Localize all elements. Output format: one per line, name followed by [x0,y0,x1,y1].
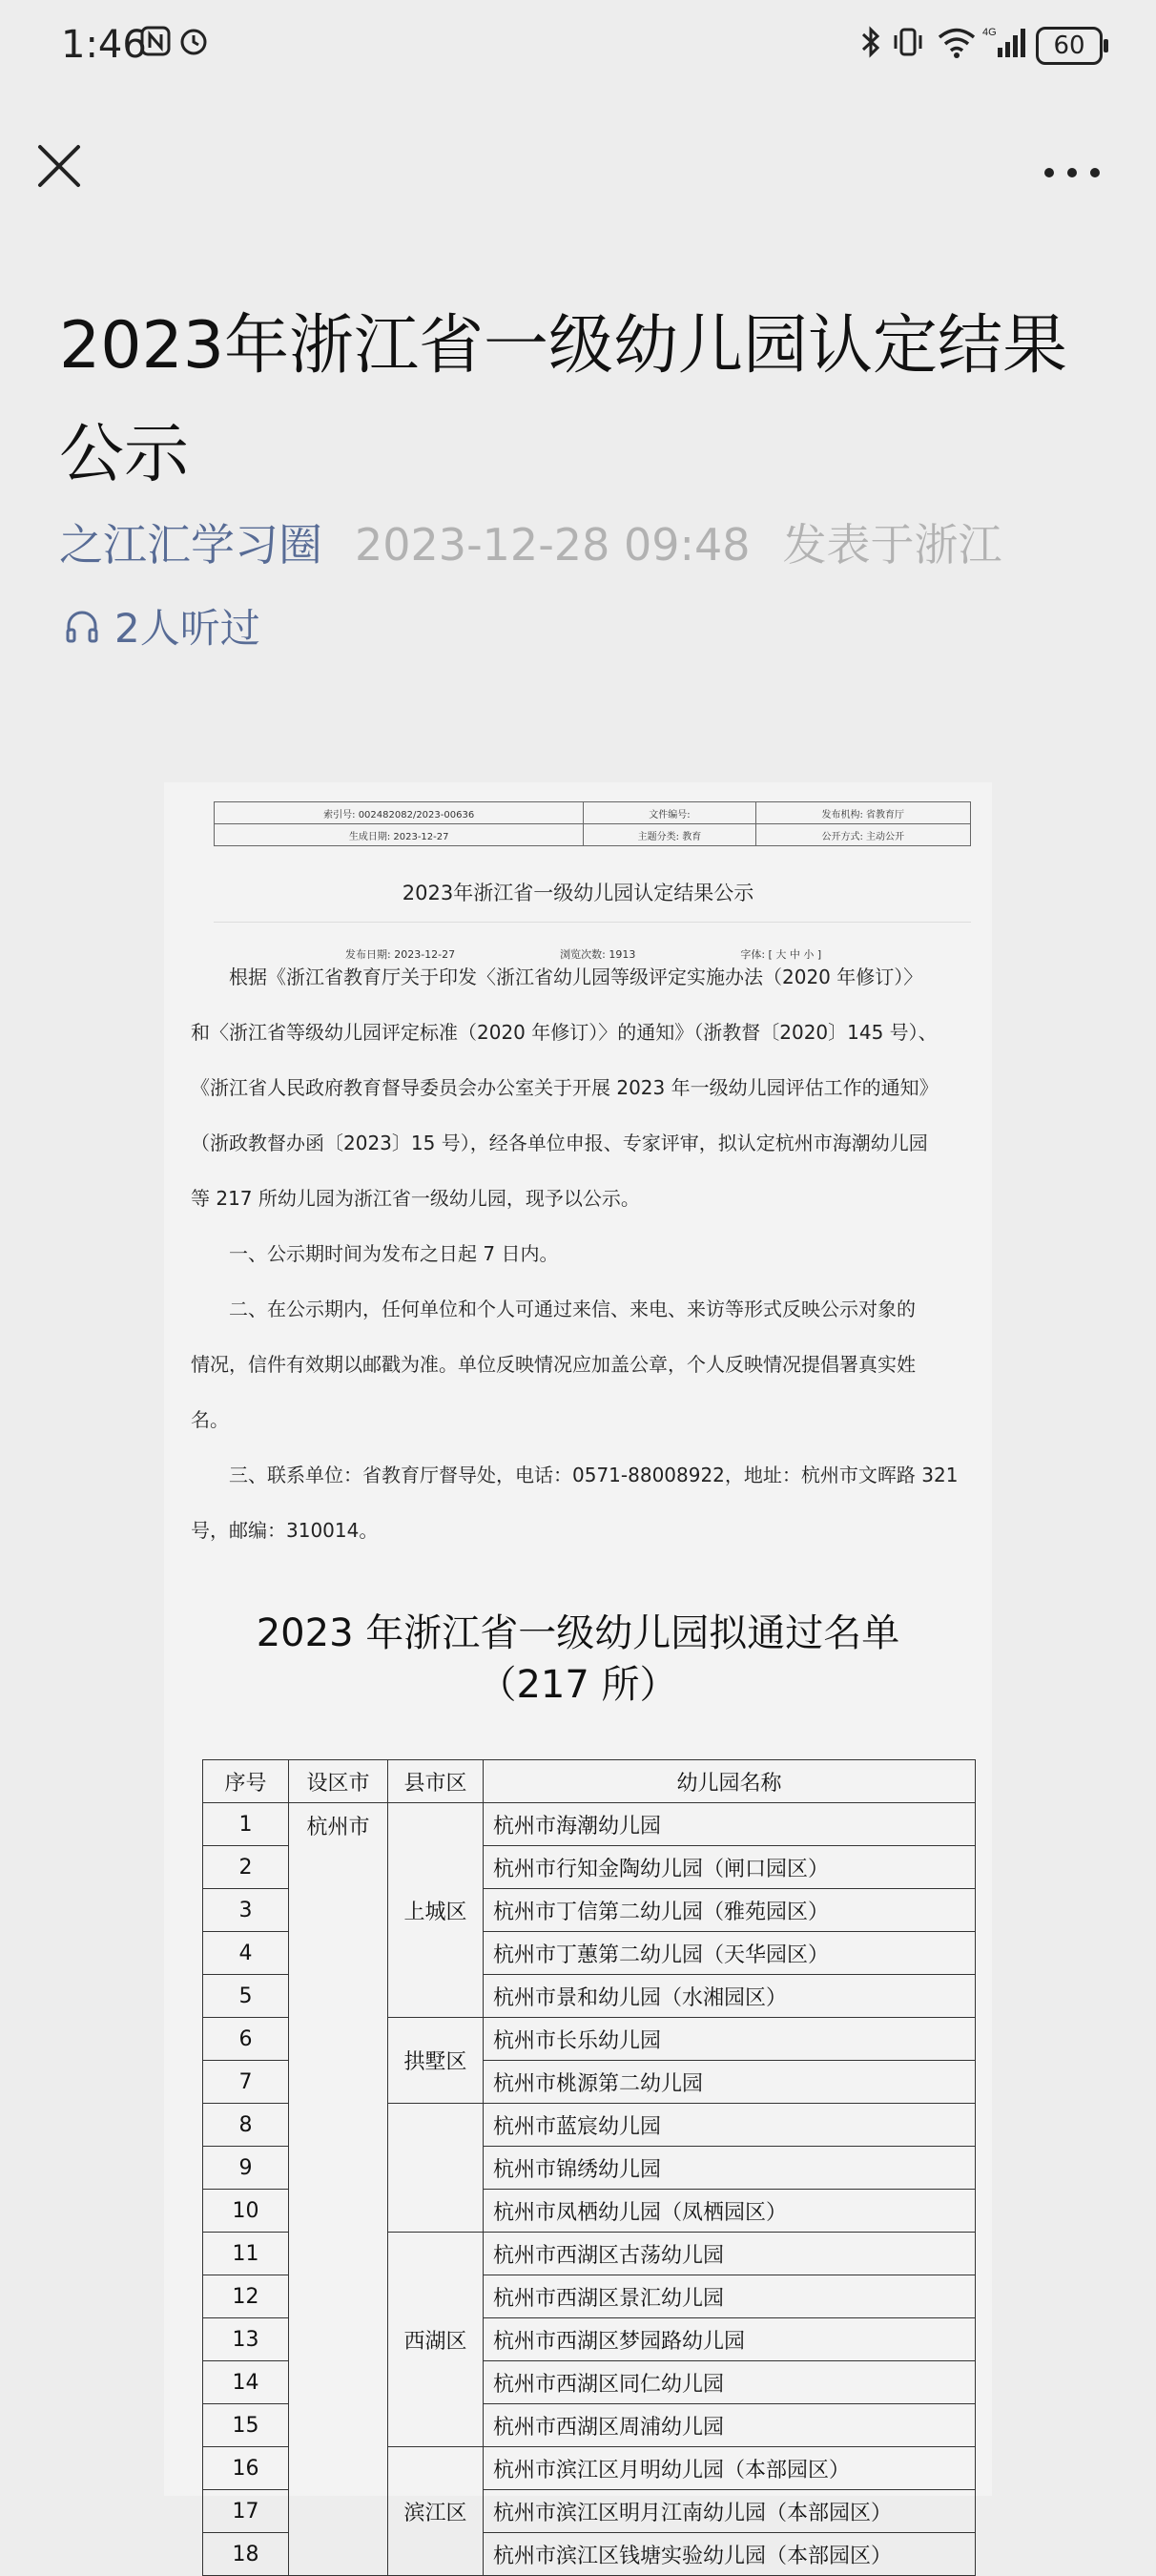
clock: 1:46 [61,23,147,67]
vibrate-icon [891,25,925,68]
district-cell: 上城区 [388,1803,484,2018]
kindergarten-name: 杭州市丁蕙第二幼儿园（天华园区） [484,1932,976,1975]
kindergarten-name: 杭州市锦绣幼儿园 [484,2147,976,2190]
district-cell [388,2104,484,2233]
col-header-city: 设区市 [289,1760,388,1803]
article-title-line2: 公示 [59,417,190,492]
kindergarten-name: 杭州市西湖区同仁幼儿园 [484,2361,976,2404]
row-number: 7 [203,2061,289,2104]
col-header-no: 序号 [203,1760,289,1803]
row-number: 17 [203,2490,289,2533]
row-number: 6 [203,2018,289,2061]
row-number: 11 [203,2233,289,2275]
doc-paragraph-line: 号，邮编：310014。 [191,1519,379,1542]
col-header-district: 县市区 [388,1760,484,1803]
nfc-icon [139,25,172,66]
kindergarten-name: 杭州市丁信第二幼儿园（雅苑园区） [484,1889,976,1932]
table-row [203,1803,976,1846]
row-number: 15 [203,2404,289,2447]
row-number: 13 [203,2318,289,2361]
kindergarten-name: 杭州市西湖区古荡幼儿园 [484,2233,976,2275]
list-title-line1: 2023 年浙江省一级幼儿园拟通过名单 [256,1611,900,1655]
doc-paragraph-line: 《浙江省人民政府教育督导委员会办公室关于开展 2023 年一级幼儿园评估工作的通知》 [191,1076,939,1099]
status-bar [0,0,1156,95]
row-number: 12 [203,2275,289,2318]
divider [214,922,971,923]
row-number: 9 [203,2147,289,2190]
doc-paragraph-line: 等 217 所幼儿园为浙江省一级幼儿园，现予以公示。 [191,1187,640,1210]
author-link[interactable]: 之江汇学习圈 [59,519,322,571]
bluetooth-icon [858,25,883,68]
kindergarten-name: 杭州市西湖区周浦幼儿园 [484,2404,976,2447]
district-cell: 拱墅区 [388,2018,484,2104]
kindergarten-name: 杭州市蓝宸幼儿园 [484,2104,976,2147]
row-number: 3 [203,1889,289,1932]
doc-file-no: 文件编号: [584,802,755,824]
doc-paragraph-line: 三、联系单位：省教育厅督导处，电话：0571-88008922，地址：杭州市文晖路 321 [191,1464,959,1486]
document-title: 2023年浙江省一级幼儿园认定结果公示 [402,882,754,904]
kindergarten-list-table [202,1759,976,2576]
district-cell: 西湖区 [388,2233,484,2447]
signal-icon [982,25,1026,68]
doc-paragraph-line: 情况，信件有效期以邮戳为准。单位反映情况应加盖公章，个人反映情况提倡署真实姓 [191,1353,916,1376]
doc-paragraph-line: 和〈浙江省等级幼儿园评定标准（2020 年修订）〉的通知》（浙教督〔2020〕145 号）、 [191,1021,938,1044]
kindergarten-name: 杭州市行知金陶幼儿园（闸口园区） [484,1846,976,1889]
article-title [59,292,1108,509]
kindergarten-name: 杭州市长乐幼儿园 [484,2018,976,2061]
kindergarten-name: 杭州市西湖区景汇幼儿园 [484,2275,976,2318]
row-number: 18 [203,2533,289,2576]
document-image [164,782,992,2568]
row-number: 8 [203,2104,289,2147]
row-number: 16 [203,2447,289,2490]
doc-paragraph-line: 一、公示期时间为发布之日起 7 日内。 [191,1242,559,1265]
row-number: 14 [203,2361,289,2404]
doc-publish-date: 发布日期: 2023-12-27 [345,948,456,961]
row-number: 4 [203,1932,289,1975]
doc-paragraph-line: （浙政教督办函〔2023〕15 号），经各单位申报、专家评审，拟认定杭州市海潮幼儿园 [191,1132,928,1154]
row-number: 1 [203,1803,289,1846]
svg-text:4G: 4G [982,27,997,38]
close-icon[interactable] [34,141,84,191]
alarm-icon [177,25,210,66]
kindergarten-name: 杭州市景和幼儿园（水湘园区） [484,1975,976,2018]
list-title-line2: （217 所） [478,1663,678,1707]
article-title-line1: 2023年浙江省一级幼儿园认定结果 [59,308,1068,384]
kindergarten-name: 杭州市滨江区钱塘实验幼儿园（本部园区） [484,2533,976,2576]
doc-paragraph-line: 二、在公示期内，任何单位和个人可通过来信、来电、来访等形式反映公示对象的 [191,1298,916,1320]
document-subinfo [345,946,821,962]
doc-index-no: 索引号: 002482082/2023-00636 [215,802,584,824]
city-cell: 杭州市 [289,1803,388,2576]
doc-views: 浏览次数: 1913 [560,948,636,961]
kindergarten-name: 杭州市凤栖幼儿园（凤栖园区） [484,2190,976,2233]
doc-font-size: 字体: [ 大 中 小 ] [740,948,822,961]
kindergarten-name: 杭州市桃源第二幼儿园 [484,2061,976,2104]
doc-disclosure: 公开方式: 主动公开 [755,824,970,846]
doc-category: 主题分类: 教育 [584,824,755,846]
row-number: 5 [203,1975,289,2018]
doc-paragraph-line: 根据《浙江省教育厅关于印发〈浙江省幼儿园等级评定实施办法（2020 年修订）〉 [191,966,923,988]
row-number: 10 [203,2190,289,2233]
listen-count[interactable] [63,597,260,654]
doc-created-date: 生成日期: 2023-12-27 [215,824,584,846]
kindergarten-name: 杭州市西湖区梦园路幼儿园 [484,2318,976,2361]
kindergarten-name: 杭州市滨江区月明幼儿园（本部园区） [484,2447,976,2490]
battery-indicator [1036,27,1103,65]
document-header-table [214,801,971,846]
publish-location: 发表于浙江 [782,519,1002,571]
kindergarten-name: 杭州市滨江区明月江南幼儿园（本部园区） [484,2490,976,2533]
doc-publisher: 发布机构: 省教育厅 [755,802,970,824]
publish-datetime: 2023-12-28 09:48 [355,519,751,571]
battery-level: 60 [1053,31,1085,60]
district-cell: 滨江区 [388,2447,484,2576]
col-header-name: 幼儿园名称 [484,1760,976,1803]
more-options-icon[interactable] [1042,153,1103,181]
listen-count-text: 2人听过 [114,605,260,652]
doc-paragraph-line: 名。 [191,1408,229,1431]
headphones-icon [63,607,101,645]
article-meta [59,510,1002,573]
kindergarten-name: 杭州市海潮幼儿园 [484,1803,976,1846]
row-number: 2 [203,1846,289,1889]
wifi-icon [937,25,977,68]
